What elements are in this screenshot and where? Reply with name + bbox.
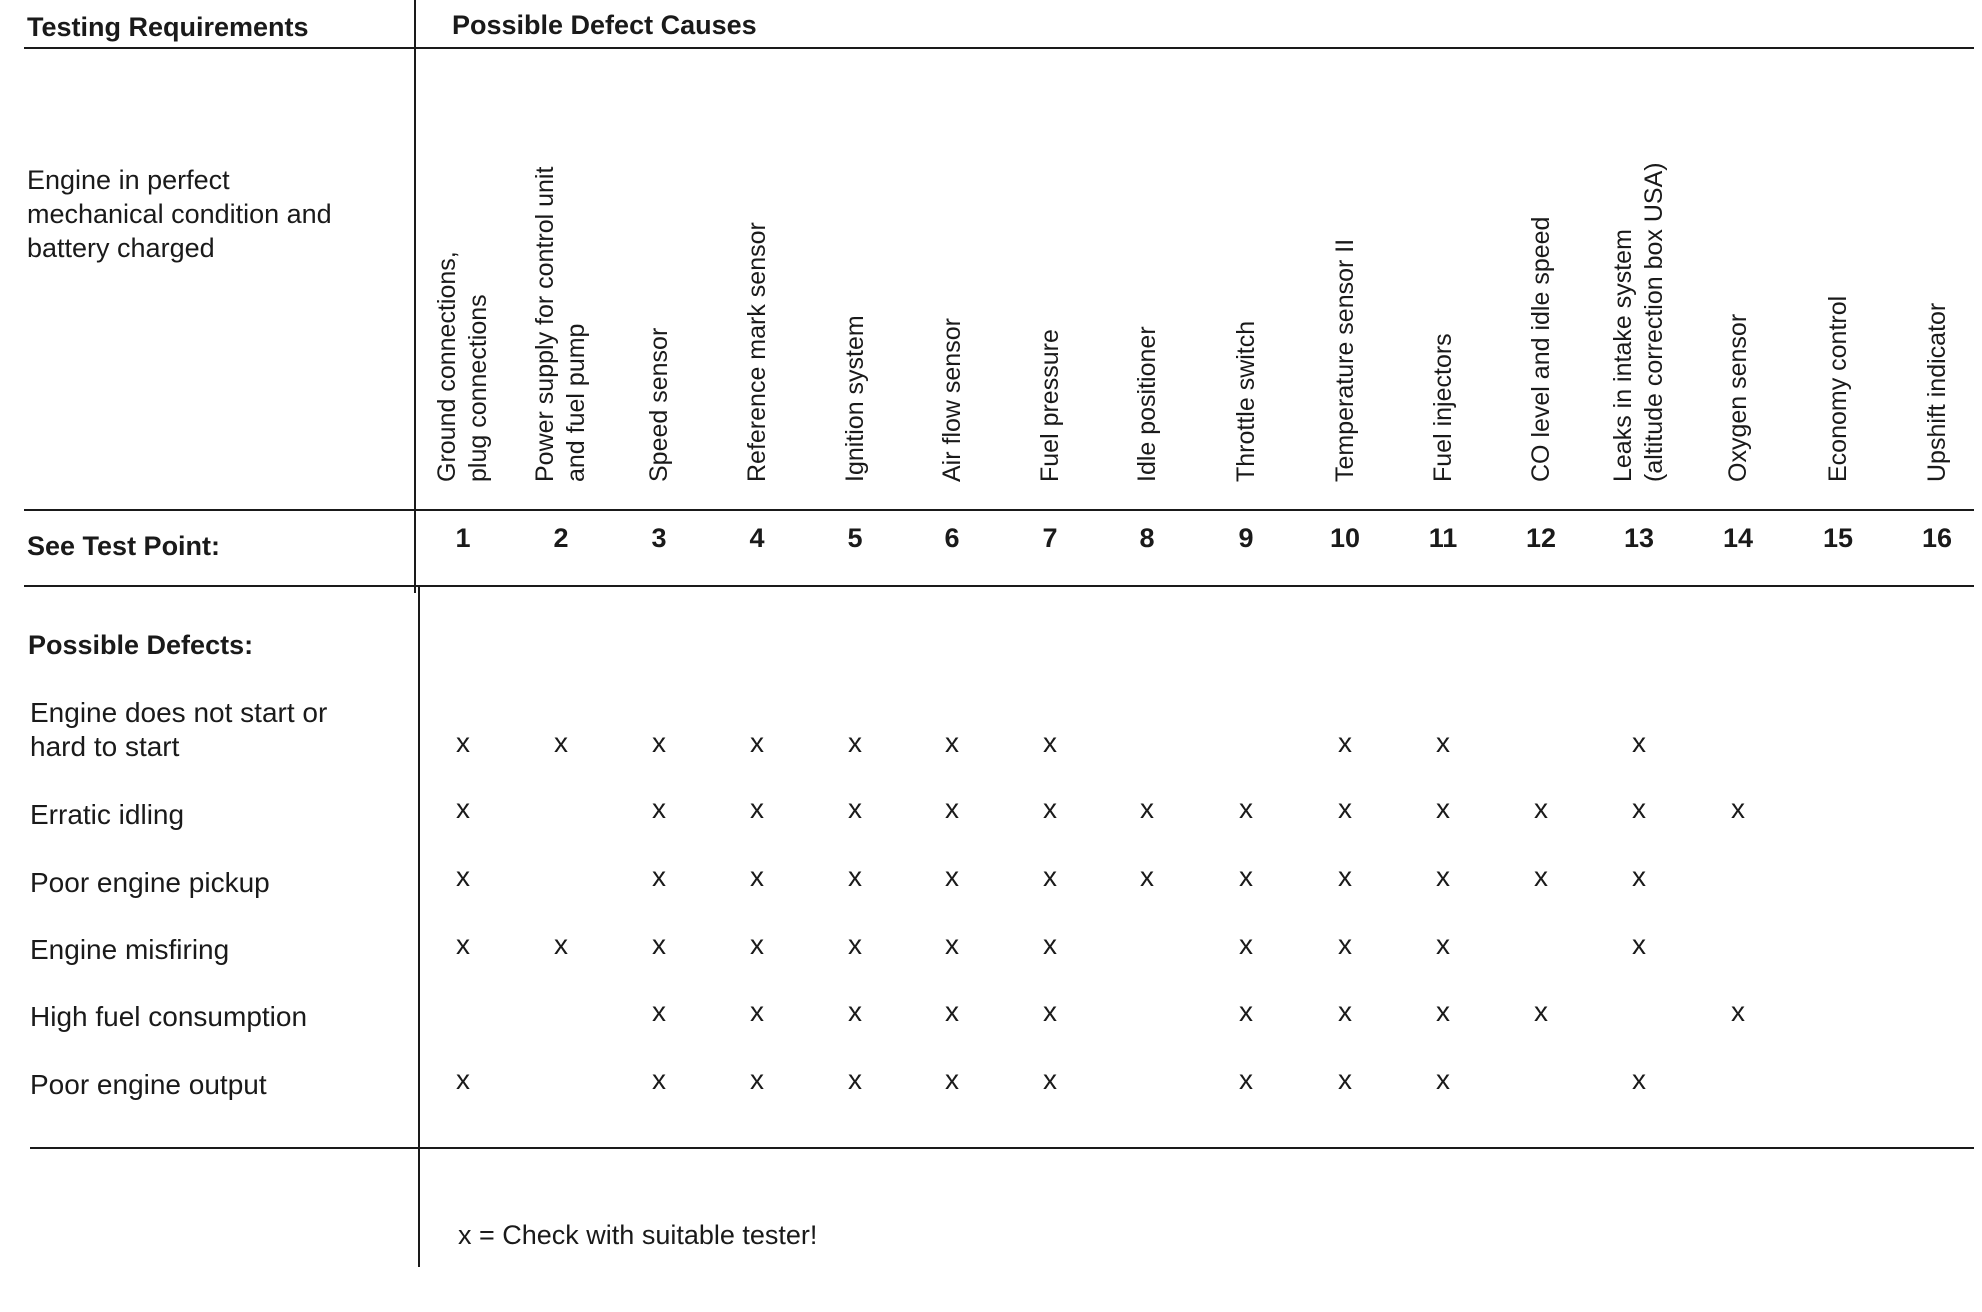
check-mark: x [1534, 861, 1548, 892]
check-mark: x [750, 929, 764, 960]
possible-defect-causes-title: Possible Defect Causes [452, 10, 757, 40]
cause-header-line: Leaks in intake system [1609, 229, 1637, 482]
defect-row-label: High fuel consumption [30, 1001, 308, 1032]
test-point-number: 2 [553, 523, 569, 553]
test-point-number: 7 [1042, 523, 1058, 553]
cause-header-temperature-sensor [1330, 239, 1361, 482]
check-mark: x [1239, 861, 1253, 892]
check-mark: x [1436, 996, 1450, 1027]
check-mark: x [945, 996, 959, 1027]
check-mark: x [1534, 793, 1548, 824]
cause-header-line: Air flow sensor [937, 318, 966, 482]
defect-row-label: Erratic idling [30, 799, 185, 830]
check-mark: x [1436, 793, 1450, 824]
check-mark: x [1043, 861, 1057, 892]
cause-header-fuel-injectors [1428, 333, 1459, 482]
cause-header-line: Oxygen sensor [1723, 313, 1752, 482]
check-mark: x [1338, 793, 1352, 824]
cause-header-line: Idle positioner [1132, 326, 1161, 482]
column-divider-upper [414, 0, 416, 593]
check-mark: x [945, 1064, 959, 1095]
cause-header-oxygen-sensor [1723, 314, 1754, 482]
cause-header-throttle-switch [1231, 321, 1262, 482]
test-point-number: 4 [749, 523, 765, 553]
check-mark: x [652, 1064, 666, 1095]
check-mark: x [1043, 793, 1057, 824]
test-point-number: 3 [651, 523, 667, 553]
check-mark: x [652, 929, 666, 960]
test-point-number: 10 [1329, 523, 1361, 553]
header-rule-left [24, 47, 417, 49]
cause-header-line: and fuel pump [562, 323, 590, 482]
check-mark: x [1632, 793, 1646, 824]
check-mark: x [456, 929, 470, 960]
check-mark: x [750, 1064, 764, 1095]
cause-header-idle-positioner [1132, 326, 1163, 482]
defect-row-label: Poor engine output [30, 1069, 267, 1100]
check-mark: x [1338, 727, 1352, 758]
possible-defects-label: Possible Defects: [28, 630, 254, 660]
check-mark: x [652, 996, 666, 1027]
testing-requirements-title: Testing Requirements [27, 12, 309, 42]
cause-header-line: Throttle switch [1231, 320, 1260, 482]
check-mark: x [1239, 793, 1253, 824]
cause-header-fuel-pressure [1035, 329, 1066, 482]
check-mark: x [945, 727, 959, 758]
table-bottom-rule [30, 1147, 1974, 1149]
check-mark: x [1239, 929, 1253, 960]
cause-header-line: Upshift indicator [1922, 302, 1951, 482]
check-mark: x [1239, 1064, 1253, 1095]
cause-header-economy-control [1823, 296, 1854, 482]
check-mark: x [456, 793, 470, 824]
check-mark: x [1338, 996, 1352, 1027]
cause-header-air-flow-sensor [937, 318, 968, 482]
check-mark: x [1632, 1064, 1646, 1095]
cause-header-line: Temperature sensor II [1330, 238, 1359, 482]
cause-header-intake-leaks [1608, 162, 1670, 482]
test-point-rule-bottom [24, 585, 1974, 587]
cause-header-line: (altitude correction box USA) [1640, 162, 1668, 482]
check-mark: x [848, 793, 862, 824]
cause-header-co-level [1526, 217, 1557, 482]
check-mark: x [750, 793, 764, 824]
cause-header-line: Economy control [1823, 295, 1852, 482]
test-point-number: 8 [1139, 523, 1155, 553]
check-mark: x [652, 793, 666, 824]
test-point-number: 5 [847, 523, 863, 553]
defect-row-label: Poor engine pickup [30, 867, 270, 898]
check-mark: x [1338, 861, 1352, 892]
check-mark: x [1140, 793, 1154, 824]
check-mark: x [945, 861, 959, 892]
check-mark: x [1632, 727, 1646, 758]
test-point-rule-top [24, 509, 1974, 511]
test-point-number: 11 [1428, 523, 1458, 553]
cause-header-line: Reference mark sensor [742, 222, 771, 482]
defect-row-label: Engine misfiring [30, 934, 230, 965]
check-mark: x [1338, 1064, 1352, 1095]
check-mark: x [1436, 861, 1450, 892]
check-mark: x [1436, 1064, 1450, 1095]
check-mark: x [848, 996, 862, 1027]
check-mark: x [1239, 996, 1253, 1027]
check-mark: x [1632, 929, 1646, 960]
check-mark: x [554, 727, 568, 758]
check-mark: x [848, 861, 862, 892]
check-mark: x [456, 861, 470, 892]
test-point-number: 9 [1238, 523, 1254, 553]
cause-header-line: Fuel pressure [1035, 329, 1064, 482]
test-point-number: 1 [455, 523, 471, 553]
test-point-number: 16 [1921, 523, 1953, 553]
check-mark: x [1731, 996, 1745, 1027]
check-mark: x [652, 727, 666, 758]
cause-header-line: Fuel injectors [1428, 333, 1457, 482]
check-mark: x [1632, 861, 1646, 892]
check-mark: x [1043, 996, 1057, 1027]
check-mark: x [1338, 929, 1352, 960]
test-point-number: 13 [1623, 523, 1655, 553]
cause-header-power-supply [530, 167, 592, 482]
check-mark: x [750, 996, 764, 1027]
check-mark: x [456, 1064, 470, 1095]
cause-header-line: plug connections [464, 294, 492, 482]
header-rule-right [417, 47, 1974, 49]
test-point-number: 6 [944, 523, 960, 553]
check-mark: x [848, 727, 862, 758]
check-mark: x [750, 861, 764, 892]
defect-row-label: Engine does not start or hard to start [30, 697, 328, 762]
cause-header-ground-connections [432, 251, 494, 482]
check-mark: x [1436, 929, 1450, 960]
check-mark: x [750, 727, 764, 758]
check-mark: x [456, 727, 470, 758]
check-mark: x [1043, 727, 1057, 758]
legend-text: x = Check with suitable tester! [458, 1220, 818, 1250]
test-point-number: 14 [1722, 523, 1754, 553]
check-mark: x [1140, 861, 1154, 892]
check-mark: x [652, 861, 666, 892]
column-divider-lower [418, 585, 420, 1267]
cause-header-ignition-system [840, 315, 871, 482]
requirement-text: Engine in perfect mechanical condition and battery charged [27, 165, 332, 263]
cause-header-line: Ground connections, [433, 251, 461, 482]
test-point-number: 15 [1822, 523, 1854, 553]
check-mark: x [945, 793, 959, 824]
check-mark: x [945, 929, 959, 960]
check-mark: x [1534, 996, 1548, 1027]
test-point-number: 12 [1525, 523, 1557, 553]
cause-header-line: Power supply for control unit [531, 166, 559, 482]
cause-header-reference-mark-sensor [742, 222, 773, 482]
check-mark: x [848, 1064, 862, 1095]
cause-header-speed-sensor [644, 328, 675, 482]
cause-header-line: CO level and idle speed [1526, 216, 1555, 482]
check-mark: x [1731, 793, 1745, 824]
check-mark: x [848, 929, 862, 960]
cause-header-line: Ignition system [840, 315, 869, 482]
check-mark: x [1043, 1064, 1057, 1095]
cause-header-line: Speed sensor [644, 327, 673, 482]
test-point-label: See Test Point: [27, 531, 221, 561]
check-mark: x [1043, 929, 1057, 960]
cause-header-upshift-indicator [1922, 303, 1953, 482]
check-mark: x [554, 929, 568, 960]
check-mark: x [1436, 727, 1450, 758]
